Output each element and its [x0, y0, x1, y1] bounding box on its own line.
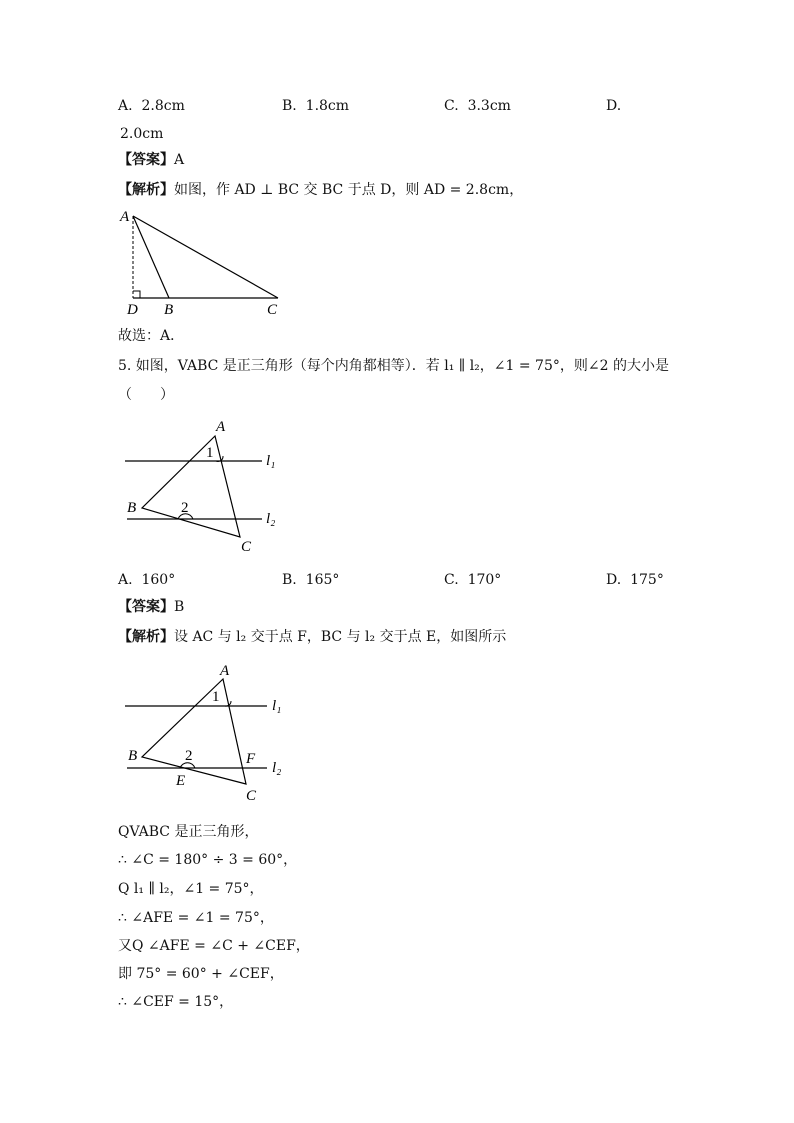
- option-letter: B.: [282, 572, 297, 588]
- option-letter: C.: [444, 572, 459, 588]
- q5-answer: [118, 597, 184, 617]
- label-c: C: [241, 539, 252, 555]
- q5-option-a: [118, 570, 175, 590]
- label-b: B: [128, 748, 138, 764]
- label-l1: l₁: [266, 453, 276, 469]
- q5-option-c: [444, 570, 501, 590]
- q5-step-1: QVABC 是正三角形，: [118, 824, 259, 840]
- label-angle-1: 1: [206, 445, 214, 461]
- q5-stem: 5. 如图，VABC 是正三角形（每个内角都相等）．若 l₁ ∥ l₂，∠1 = 75°，则∠2 的大小是: [118, 358, 669, 374]
- q4-option-a: [118, 96, 185, 116]
- label-l1: l₁: [272, 698, 282, 714]
- q5-step-3: Q l₁ ∥ l₂，∠1 = 75°，: [118, 881, 264, 897]
- answer-value: A: [174, 152, 185, 168]
- q5-analysis: [118, 627, 506, 647]
- q5-step-4: ∴ ∠AFE = ∠1 = 75°，: [118, 910, 274, 926]
- option-value: 2.8cm: [141, 98, 185, 114]
- segment-ac: [133, 216, 278, 298]
- q5-figure-2: [115, 660, 300, 805]
- q4-conclusion: 故选：A．: [118, 328, 185, 344]
- label-angle-2: 2: [181, 500, 189, 516]
- label-f: F: [246, 751, 256, 767]
- label-a: A: [216, 419, 226, 435]
- label-d: D: [127, 302, 138, 318]
- option-letter: C.: [444, 98, 459, 114]
- analysis-text: 如图，作 AD ⊥ BC 交 BC 于点 D，则 AD = 2.8cm，: [174, 182, 524, 198]
- q4-analysis: [118, 180, 523, 200]
- q4-option-b: [282, 96, 349, 116]
- label-b: B: [127, 500, 137, 516]
- option-value: 3.3cm: [467, 98, 511, 114]
- option-letter: A.: [118, 98, 133, 114]
- answer-tag: 【答案】: [118, 152, 174, 168]
- label-a: A: [120, 209, 130, 225]
- option-letter: B.: [282, 98, 297, 114]
- label-a: A: [220, 663, 230, 679]
- q4-figure: [110, 205, 310, 320]
- analysis-tag: 【解析】: [118, 182, 174, 198]
- q5-figure-1: [115, 415, 295, 560]
- analysis-text: 设 AC 与 l₂ 交于点 F，BC 与 l₂ 交于点 E，如图所示: [174, 629, 507, 645]
- label-c: C: [267, 302, 278, 318]
- q5-option-d: [606, 570, 664, 590]
- label-c: C: [246, 788, 257, 804]
- triangle-abc: [142, 436, 240, 537]
- q5-paren: （ ）: [118, 387, 174, 403]
- option-letter: D.: [606, 572, 622, 588]
- q5-step-5: 又Q ∠AFE = ∠C + ∠CEF，: [118, 938, 310, 954]
- q5-step-6: 即 75° = 60° + ∠CEF，: [118, 966, 284, 982]
- answer-value: B: [174, 599, 185, 615]
- answer-tag: 【答案】: [118, 599, 174, 615]
- option-value: 1.8cm: [305, 98, 350, 114]
- q4-option-c: [444, 96, 511, 116]
- q4-option-d-letter: D.: [606, 98, 622, 114]
- option-value: 160°: [141, 572, 176, 588]
- label-l2: l₂: [272, 760, 282, 776]
- q5-step-7: ∴ ∠CEF = 15°，: [118, 994, 234, 1010]
- segment-ab: [133, 216, 169, 298]
- label-angle-2: 2: [185, 748, 193, 764]
- option-value: 165°: [305, 572, 340, 588]
- q5-step-2: ∴ ∠C = 180° ÷ 3 = 60°，: [118, 852, 298, 868]
- option-value: 170°: [467, 572, 502, 588]
- option-letter: A.: [118, 572, 133, 588]
- q5-option-b: [282, 570, 339, 590]
- right-angle-mark: [133, 291, 140, 298]
- label-angle-1: 1: [212, 689, 220, 705]
- option-value: 175°: [630, 572, 664, 588]
- label-l2: l₂: [266, 511, 276, 527]
- q4-answer: [118, 150, 184, 170]
- analysis-tag: 【解析】: [118, 629, 174, 645]
- label-b: B: [164, 302, 174, 318]
- label-e: E: [176, 773, 186, 789]
- q4-option-d-value: 2.0cm: [120, 126, 164, 142]
